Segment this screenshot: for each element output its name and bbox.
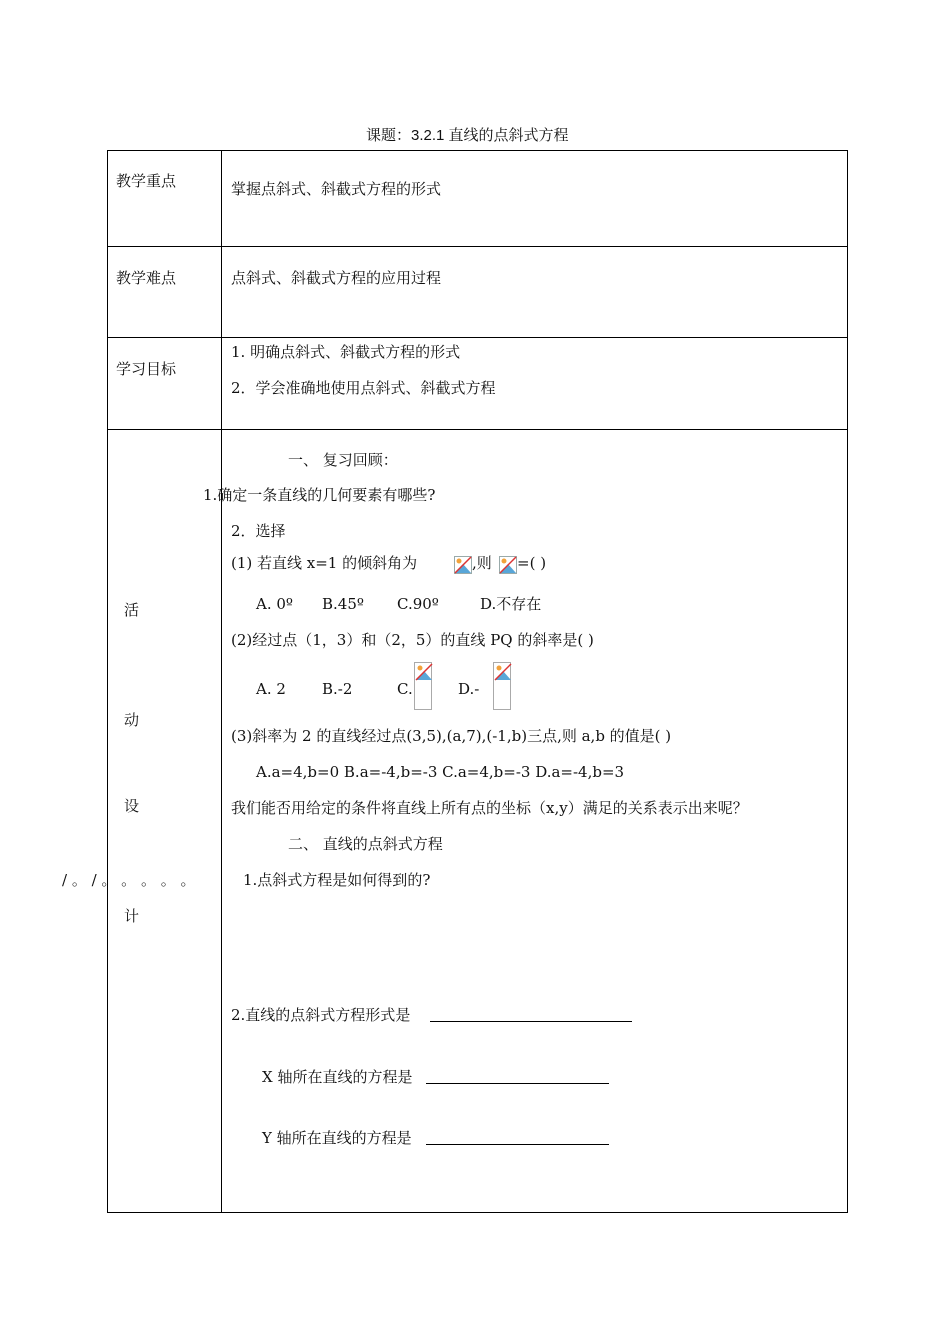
p2-option-a: A. 2 [256,680,286,698]
answer-blank-y-axis[interactable] [426,1144,609,1145]
row-divider-1 [107,246,848,247]
activity-label-char-2: 动 [124,711,140,729]
table-border-bottom [107,1212,848,1213]
question-2-heading: 2．选择 [231,522,286,540]
activity-label-char-3: 设 [124,797,140,815]
p1-option-b: B.45º [322,595,364,613]
row-divider-3 [107,429,848,430]
goals-label: 学习目标 [116,360,177,378]
p1-option-c: C.90º [397,595,439,613]
fraction-image-placeholder [414,662,432,710]
question-1: 1.确定一条直线的几何要素有哪些? [203,486,436,504]
section-2-heading: 二、 直线的点斜式方程 [288,835,443,853]
activity-label-char-1: 活 [124,601,140,619]
column-divider [221,150,222,1213]
answer-blank-x-axis[interactable] [426,1083,609,1084]
table-border-top [107,150,848,151]
problem-1-prefix: (1) 若直线 x=1 的倾斜角为 [231,554,418,572]
table-border-right [847,150,848,1213]
focus-content: 掌握点斜式、斜截式方程的形式 [231,180,442,198]
table-border-left [107,150,108,1213]
focus-label: 教学重点 [116,172,177,190]
broken-image-icon [494,663,512,681]
problem-1-mid: ,则 [472,554,492,572]
row-divider-2 [107,337,848,338]
broken-image-icon [499,556,517,574]
problem-2: (2)经过点（1，3）和（2，5）的直线 PQ 的斜率是( ) [231,631,594,649]
section-2-question-2: 2.直线的点斜式方程形式是 [231,1006,411,1024]
p3-options: A.a=4,b=0 B.a=-4,b=-3 C.a=4,b=-3 D.a=-4,b=3 [256,763,625,781]
answer-blank-point-slope[interactable] [430,1021,632,1022]
p2-option-c: C. [397,680,413,698]
page-title: 课题：3.2.1 直线的点斜式方程 [366,127,569,144]
margin-marks: / 。 / 。 。 。 。 。 [62,871,196,889]
activity-label-char-4: 计 [124,907,140,925]
section-2-question-1: 1.点斜式方程是如何得到的? [243,871,431,889]
x-axis-question: X 轴所在直线的方程是 [262,1068,413,1086]
problem-1-suffix: =( ) [517,554,547,572]
p1-option-d: D.不存在 [480,595,542,613]
p2-option-d: D.- [458,680,480,698]
fraction-image-placeholder [493,662,511,710]
bridge-question: 我们能否用给定的条件将直线上所有点的坐标（x,y）满足的关系表示出来呢？ [231,799,748,817]
difficulty-label: 教学难点 [116,269,177,287]
goal-item-1: 1. 明确点斜式、斜截式方程的形式 [231,343,461,361]
p1-option-a: A. 0º [256,595,293,613]
broken-image-icon [454,556,472,574]
section-1-heading: 一、 复习回顾： [288,451,398,469]
goal-item-2: 2．学会准确地使用点斜式、斜截式方程 [231,379,496,397]
difficulty-content: 点斜式、斜截式方程的应用过程 [231,269,442,287]
y-axis-question: Y 轴所在直线的方程是 [262,1129,412,1147]
problem-3: (3)斜率为 2 的直线经过点(3,5),(a,7),(-1,b)三点,则 a,b 的值是( ) [231,727,672,745]
broken-image-icon [415,663,433,681]
p2-option-b: B.-2 [322,680,353,698]
